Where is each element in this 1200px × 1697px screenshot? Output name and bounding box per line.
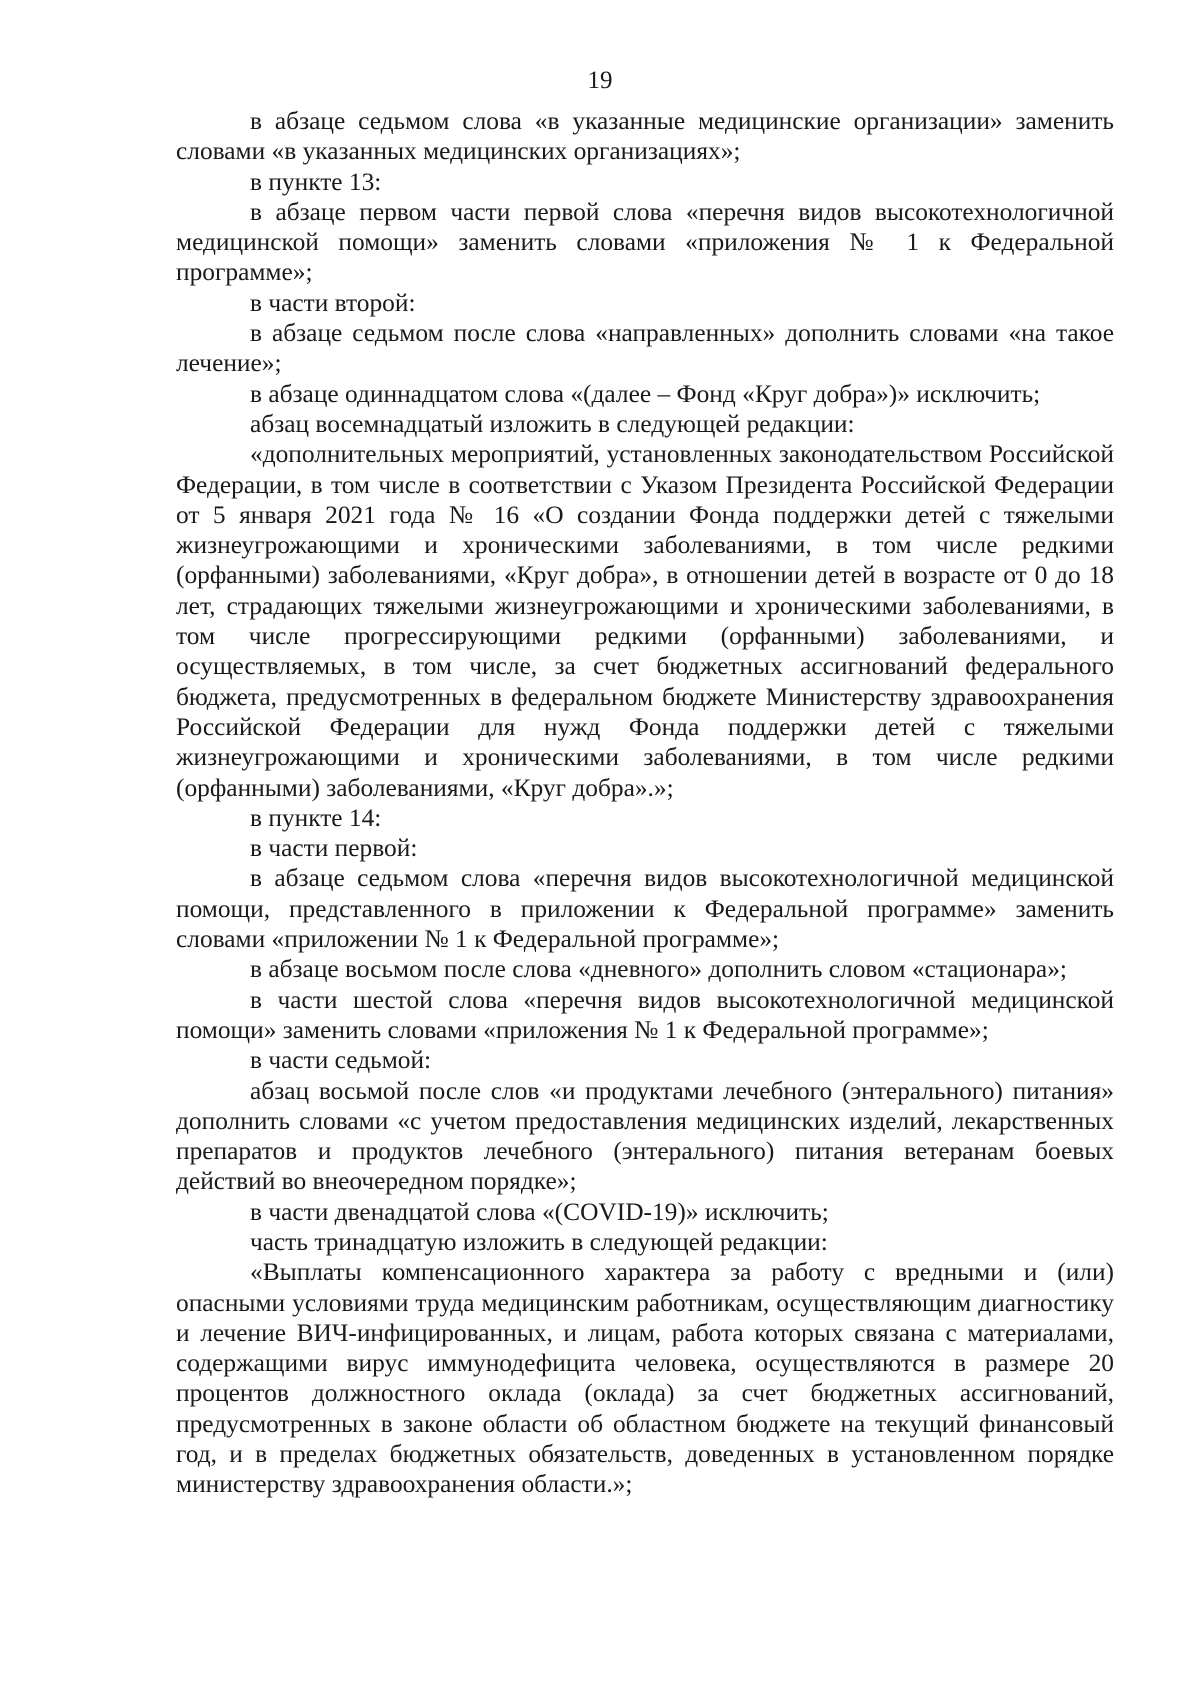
paragraph-1: в абзаце седьмом слова «в указанные медицинские организации» заменить словами «в указанных медицинских организациях»; xyxy=(176,107,1114,166)
paragraph-18: «Выплаты компенсационного характера за работу с вредными и (или) опасными условиями труда медицинским работникам, осуществляющим диагностику и лечение ВИЧ-инфицированных, и лицам, работа которых связана с материалами, содержащими вирус иммунодефицита человека, осуществляются в размере 20 процентов должностного оклада (оклада) за счет бюджетных ассигнований, предусмотренных в законе области об областном бюджете на текущий финансовый год, и в пределах бюджетных обязательств, доведенных в установленном порядке министерству здравоохранения области.»; xyxy=(176,1258,1114,1499)
document-body xyxy=(176,106,1114,1500)
paragraph-14: в части седьмой: xyxy=(250,1046,432,1075)
paragraph-10: в части первой: xyxy=(250,834,418,863)
paragraph-9: в пункте 14: xyxy=(250,803,382,832)
page-number: 19 xyxy=(587,67,613,94)
paragraph-16: в части двенадцатой слова «(COVID-19)» исключить; xyxy=(250,1197,829,1226)
paragraph-8: «дополнительных мероприятий, установленных законодательством Российской Федерации, в том числе в соответствии с Указом Президента Российской Федерации от 5 января 2021 года № 16 «О создании Фонда поддержки детей с тяжелыми жизнеугрожающими и хроническими заболеваниями, в том числе редкими (орфанными) заболеваниями, «Круг добра», в отношении детей в возрасте от 0 до 18 лет, страдающих тяжелыми жизнеугрожающими и хроническими заболеваниями, в том числе прогрессирующими редкими (орфанными) заболеваниями, и осуществляемых, в том числе, за счет бюджетных ассигнований федерального бюджета, предусмотренных в федеральном бюджете Министерству здравоохранения Российской Федерации для нужд Фонда поддержки детей с тяжелыми жизнеугрожающими и хроническими заболеваниями, в том числе редкими (орфанными) заболеваниями, «Круг добра».»; xyxy=(176,440,1114,802)
paragraph-3: в абзаце первом части первой слова «перечня видов высокотехнологичной медицинской помощи» заменить словами «приложения № 1 к Федеральной программе»; xyxy=(176,197,1114,287)
paragraph-13: в части шестой слова «перечня видов высокотехнологичной медицинской помощи» заменить словами «приложения № 1 к Федеральной программе»; xyxy=(176,985,1114,1044)
paragraph-6: в абзаце одиннадцатом слова «(далее – Фонд «Круг добра»)» исключить; xyxy=(250,379,1041,408)
paragraph-12: в абзаце восьмом после слова «дневного» дополнить словом «стационара»; xyxy=(250,955,1067,984)
paragraph-2: в пункте 13: xyxy=(250,167,382,196)
paragraph-15: абзац восьмой после слов «и продуктами лечебного (энтерального) питания» дополнить словами «с учетом предоставления медицинских изделий, лекарственных препаратов и продуктов лечебного (энтерального) питания ветеранам боевых действий во внеочередном порядке»; xyxy=(176,1076,1114,1196)
paragraph-7: абзац восемнадцатый изложить в следующей редакции: xyxy=(250,409,855,438)
paragraph-5: в абзаце седьмом после слова «направленных» дополнить словами «на такое лечение»; xyxy=(176,319,1114,378)
paragraph-4: в части второй: xyxy=(250,288,416,317)
paragraph-11: в абзаце седьмом слова «перечня видов высокотехнологичной медицинской помощи, представленного в приложении к Федеральной программе» заменить словами «приложении № 1 к Федеральной программе»; xyxy=(176,864,1114,954)
paragraph-17: часть тринадцатую изложить в следующей редакции: xyxy=(250,1227,828,1256)
